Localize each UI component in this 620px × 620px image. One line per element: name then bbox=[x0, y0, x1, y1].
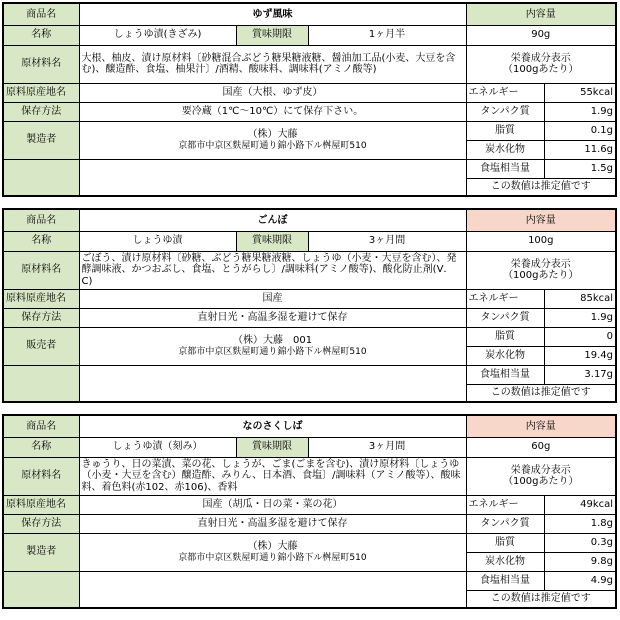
energy-label: エネルギー bbox=[466, 495, 544, 514]
maker-address: 京都市中京区麩屋町通り錦小路下ル桝屋町510 bbox=[178, 552, 367, 563]
storage-label: 保存方法 bbox=[3, 308, 79, 327]
energy-label: エネルギー bbox=[466, 83, 544, 102]
best-before-label: 賞味期限 bbox=[236, 25, 308, 45]
product-label-1 bbox=[2, 2, 617, 197]
carbs-label: 炭水化物 bbox=[466, 552, 544, 571]
name-value: しょうゆ漬 bbox=[79, 231, 236, 251]
protein-value: 1.9g bbox=[544, 102, 616, 121]
storage-label: 保存方法 bbox=[3, 102, 79, 121]
product-name: なのさくしば bbox=[79, 415, 466, 437]
nutrition-per: （100gあたり） bbox=[503, 270, 579, 281]
estimate-note: この数値は推定値です bbox=[466, 590, 616, 608]
protein-label: タンパク質 bbox=[466, 102, 544, 121]
nutrition-header bbox=[466, 45, 616, 83]
protein-label: タンパク質 bbox=[466, 514, 544, 533]
salt-label: 食塩相当量 bbox=[466, 365, 544, 384]
net-value: 60g bbox=[466, 437, 616, 457]
fat-value: 0.1g bbox=[544, 121, 616, 140]
product-label-2 bbox=[2, 208, 617, 403]
carbs-value: 19.4g bbox=[544, 346, 616, 365]
product-name: ゆず風味 bbox=[79, 3, 466, 25]
fat-label: 脂質 bbox=[466, 121, 544, 140]
energy-label: エネルギー bbox=[466, 289, 544, 308]
estimate-note: この数値は推定値です bbox=[466, 384, 616, 402]
energy-value: 55kcal bbox=[544, 83, 616, 102]
ingredients-label: 原材料名 bbox=[3, 251, 79, 289]
protein-value: 1.8g bbox=[544, 514, 616, 533]
storage-label: 保存方法 bbox=[3, 514, 79, 533]
best-before-label: 賞味期限 bbox=[236, 437, 308, 457]
nutrition-title: 栄養成分表示 bbox=[510, 464, 571, 476]
blank-cell bbox=[3, 159, 79, 196]
salt-value: 3.17g bbox=[544, 365, 616, 384]
maker-block bbox=[79, 121, 466, 159]
nutrition-header bbox=[466, 457, 616, 495]
maker-label: 製造者 bbox=[3, 533, 79, 571]
salt-value: 1.5g bbox=[544, 159, 616, 178]
protein-label: タンパク質 bbox=[466, 308, 544, 327]
nutrition-per: （100gあたり） bbox=[503, 64, 579, 75]
ingredients-label: 原材料名 bbox=[3, 45, 79, 83]
name-label: 名称 bbox=[3, 25, 79, 45]
nutrition-header bbox=[466, 251, 616, 289]
fat-value: 0.3g bbox=[544, 533, 616, 552]
net-value: 90g bbox=[466, 25, 616, 45]
ingredients-value: きゅうり、日の菜漬、菜の花、しょうが、ごま(ごまを含む)、漬け原材料〔しょうゆ（小麦・大豆を含む）醸造酢、みりん、日本酒、食塩〕/調味料（アミノ酸等）、酸味料、着色料(赤102、赤106)、香料 bbox=[79, 457, 466, 495]
energy-value: 85kcal bbox=[544, 289, 616, 308]
maker-address: 京都市中京区麩屋町通り錦小路下ル桝屋町510 bbox=[178, 140, 367, 151]
product-name-label: 商品名 bbox=[3, 3, 79, 25]
fat-label: 脂質 bbox=[466, 327, 544, 346]
net-label: 内容量 bbox=[466, 415, 616, 437]
origin-value: 国産（胡瓜・日の菜・菜の花） bbox=[79, 495, 466, 514]
storage-value: 要冷蔵（1℃～10℃）にて保存下さい。 bbox=[79, 102, 466, 121]
origin-label: 原料原産地名 bbox=[3, 289, 79, 308]
carbs-value: 11.6g bbox=[544, 140, 616, 159]
fat-label: 脂質 bbox=[466, 533, 544, 552]
net-value: 100g bbox=[466, 231, 616, 251]
maker-name: （株）大藤 bbox=[247, 541, 298, 553]
fat-value: 0 bbox=[544, 327, 616, 346]
energy-value: 49kcal bbox=[544, 495, 616, 514]
storage-value: 直射日光・高温多湿を避けて保存 bbox=[79, 308, 466, 327]
product-name: ごんぼ bbox=[79, 209, 466, 231]
ingredients-value: 大根、柚皮、漬け原材料〔砂糖混合ぶどう糖果糖液糖、醤油加工品(小麦、大豆を含む)、醸造酢、食塩、柚果汁〕/酒精、酸味料、調味料(アミノ酸等) bbox=[79, 45, 466, 83]
product-name-label: 商品名 bbox=[3, 415, 79, 437]
salt-label: 食塩相当量 bbox=[466, 159, 544, 178]
name-label: 名称 bbox=[3, 437, 79, 457]
blank-area bbox=[79, 571, 466, 608]
carbs-value: 9.8g bbox=[544, 552, 616, 571]
ingredients-label: 原材料名 bbox=[3, 457, 79, 495]
blank-cell bbox=[3, 365, 79, 402]
best-before-value: 1ヶ月半 bbox=[308, 25, 466, 45]
nutrition-title: 栄養成分表示 bbox=[510, 258, 571, 270]
blank-cell bbox=[3, 571, 79, 608]
name-value: しょうゆ漬（刻み） bbox=[79, 437, 236, 457]
maker-name: （株）大藤 001 bbox=[232, 335, 313, 347]
salt-label: 食塩相当量 bbox=[466, 571, 544, 590]
salt-value: 4.9g bbox=[544, 571, 616, 590]
origin-label: 原料原産地名 bbox=[3, 83, 79, 102]
carbs-label: 炭水化物 bbox=[466, 140, 544, 159]
net-label: 内容量 bbox=[466, 209, 616, 231]
maker-label: 製造者 bbox=[3, 121, 79, 159]
carbs-label: 炭水化物 bbox=[466, 346, 544, 365]
best-before-value: 3ヶ月間 bbox=[308, 231, 466, 251]
protein-value: 1.9g bbox=[544, 308, 616, 327]
product-label-3 bbox=[2, 414, 617, 609]
name-value: しょうゆ漬(きざみ) bbox=[79, 25, 236, 45]
ingredients-value: ごぼう、漬け原材料〔砂糖、ぶどう糖果糖液糖、しょうゆ（小麦・大豆を含む）、発酵調味液、かつおぶし、食塩、とうがらし〕/調味料(アミノ酸等)、酸化防止剤(V．C) bbox=[79, 251, 466, 289]
nutrition-per: （100gあたり） bbox=[503, 476, 579, 487]
maker-label: 販売者 bbox=[3, 327, 79, 365]
maker-name: （株）大藤 bbox=[247, 129, 298, 141]
best-before-value: 3ヶ月間 bbox=[308, 437, 466, 457]
blank-area bbox=[79, 159, 466, 196]
name-label: 名称 bbox=[3, 231, 79, 251]
origin-value: 国産 bbox=[79, 289, 466, 308]
origin-label: 原料原産地名 bbox=[3, 495, 79, 514]
blank-area bbox=[79, 365, 466, 402]
product-name-label: 商品名 bbox=[3, 209, 79, 231]
origin-value: 国産（大根、ゆず皮） bbox=[79, 83, 466, 102]
storage-value: 直射日光・高温多湿を避けて保存 bbox=[79, 514, 466, 533]
maker-address: 京都市中京区麩屋町通り錦小路下ル桝屋町510 bbox=[178, 346, 367, 357]
estimate-note: この数値は推定値です bbox=[466, 178, 616, 196]
best-before-label: 賞味期限 bbox=[236, 231, 308, 251]
nutrition-title: 栄養成分表示 bbox=[510, 52, 571, 64]
maker-block bbox=[79, 533, 466, 571]
net-label: 内容量 bbox=[466, 3, 616, 25]
maker-block bbox=[79, 327, 466, 365]
